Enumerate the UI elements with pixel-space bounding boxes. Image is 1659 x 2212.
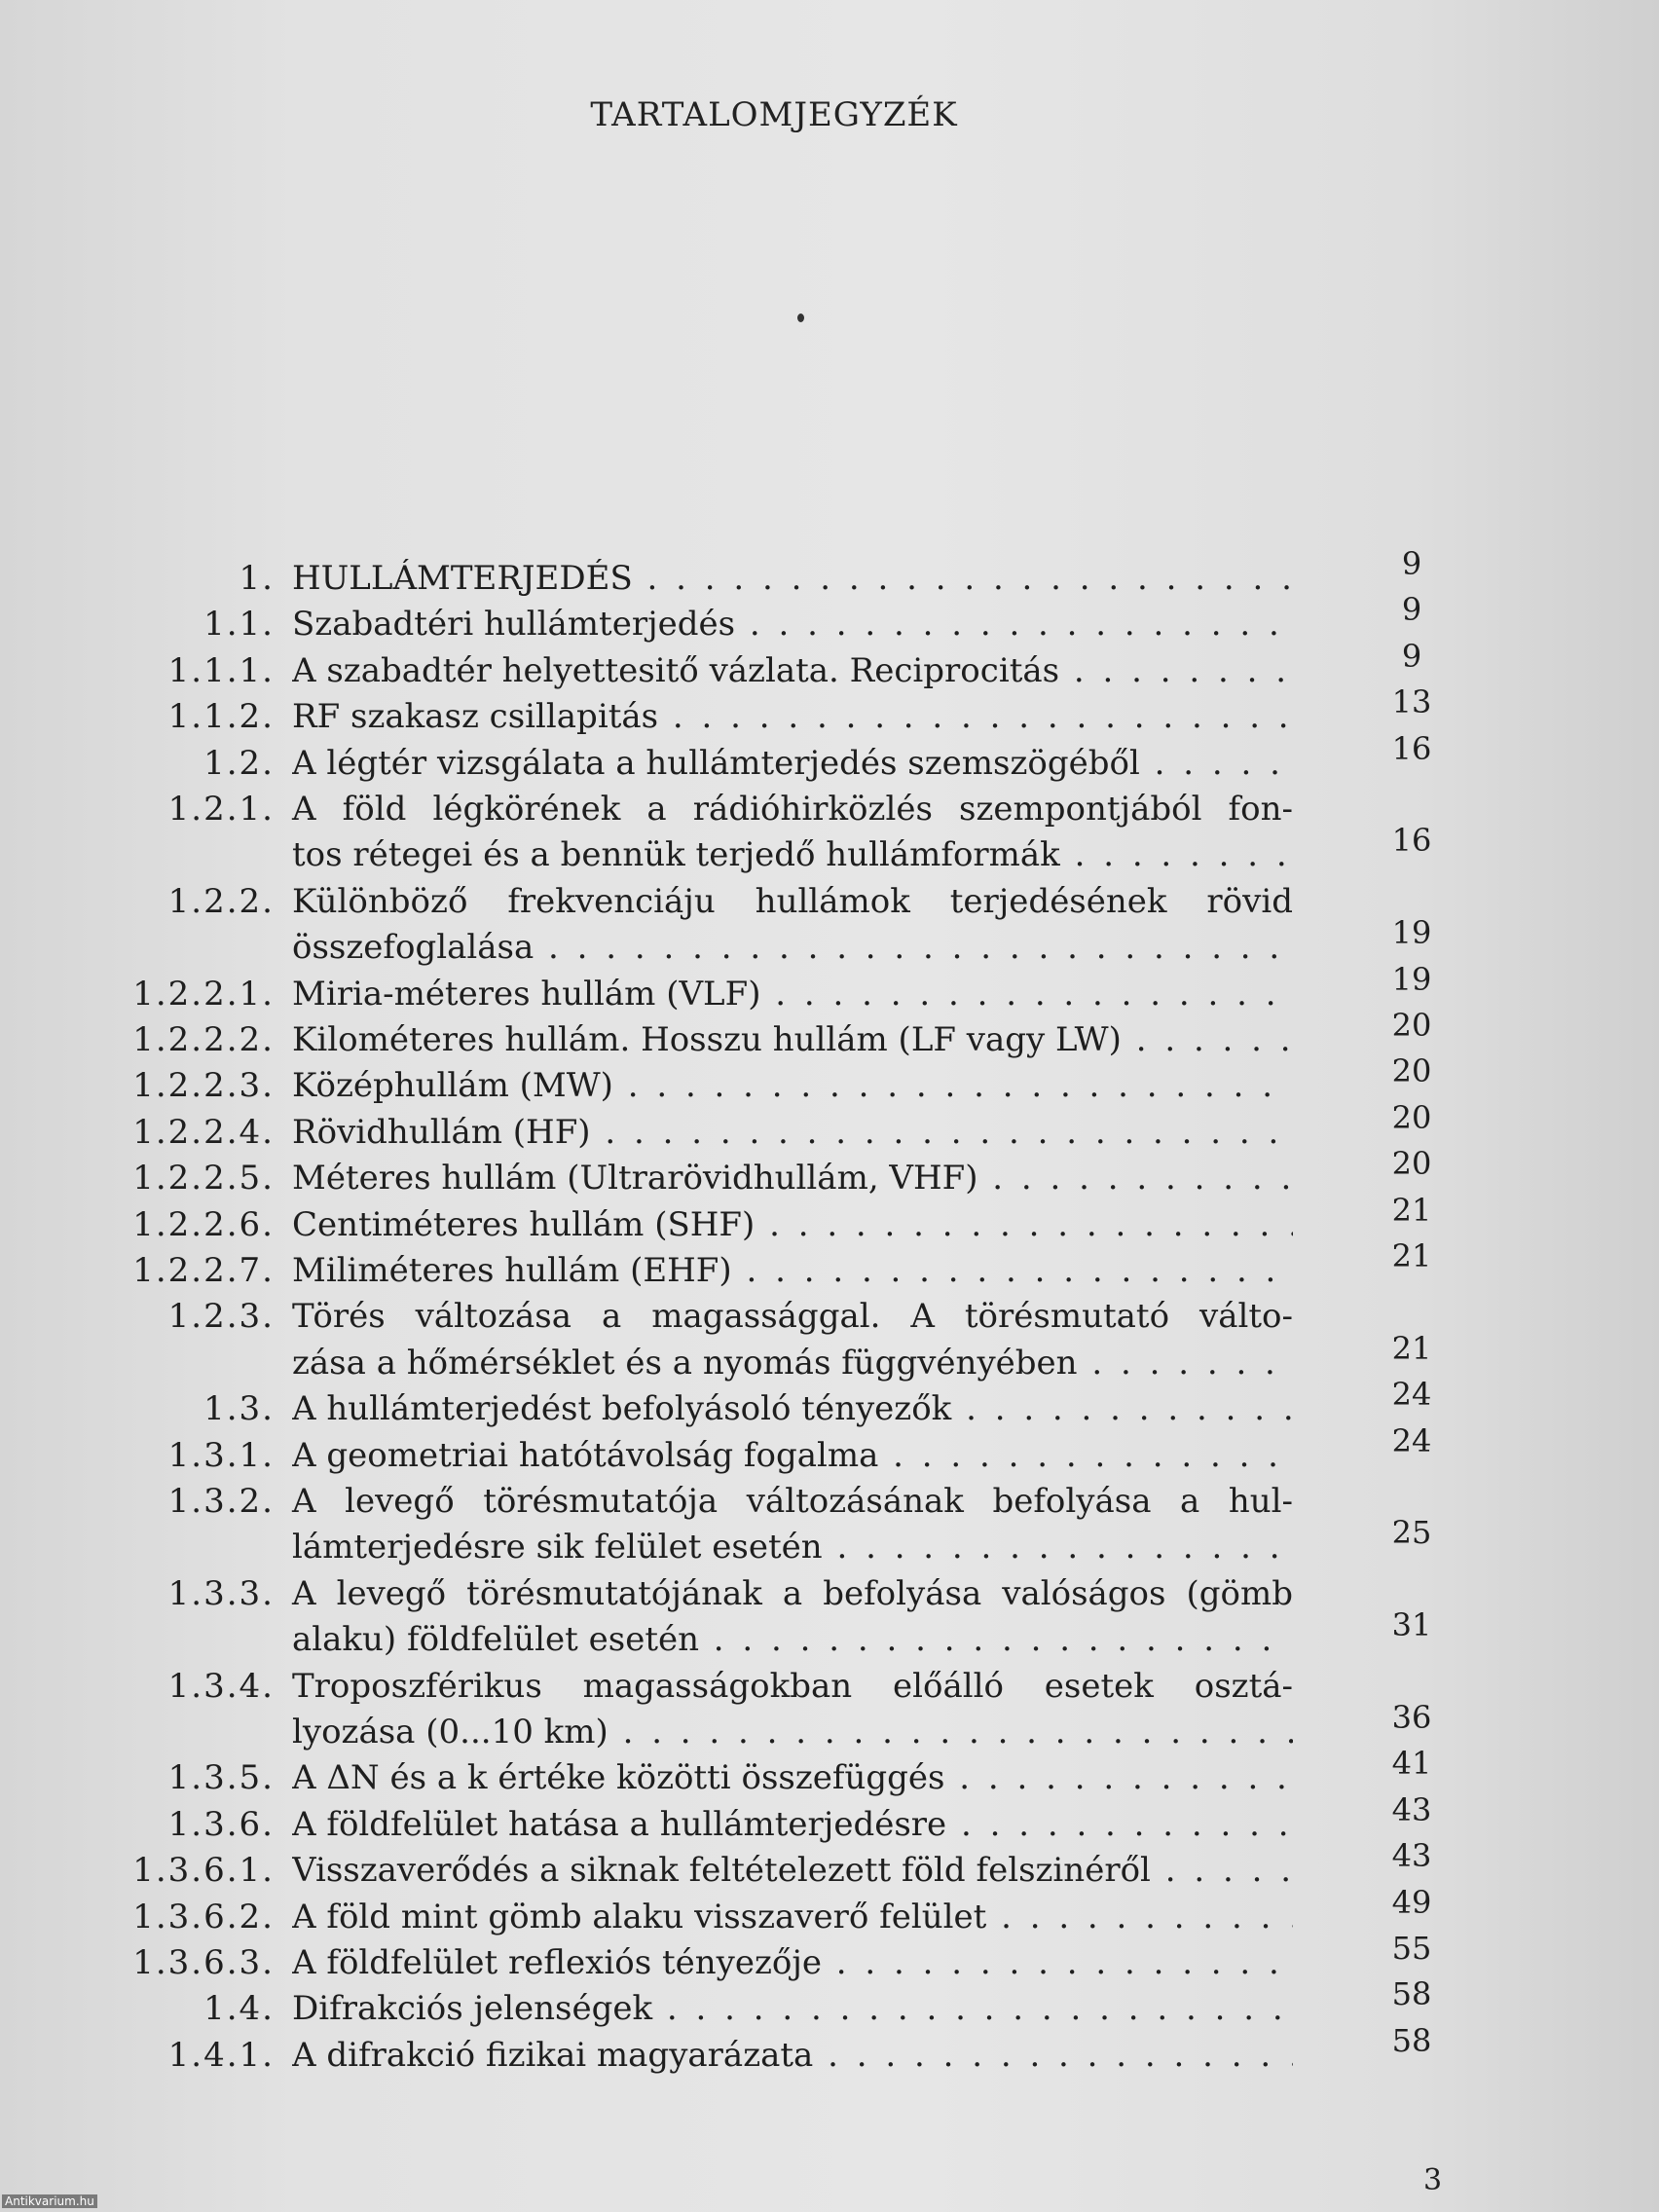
toc-entry-title: Szabadtéri hullámterjedés . . . (292, 605, 1293, 644)
toc-entry-page: 9 (1401, 545, 1422, 582)
toc-entry-title: Törés változása a magassággal. A törésmutató válto- (292, 1297, 1293, 1337)
toc-entry-title: Difrakciós jelenségek . . . (292, 1989, 1293, 2028)
page-number: 3 (1423, 2163, 1443, 2197)
toc-entry-number: 1.1. (203, 605, 275, 645)
toc-entry-number: 1.3.1. (167, 1435, 275, 1475)
toc-line (0, 1606, 1659, 1666)
toc-line (0, 729, 1659, 790)
toc-entry-number: 1.3.6.3. (132, 1943, 275, 1982)
toc-entry-title: A geometriai hatótávolság fogalma . . . (292, 1436, 1293, 1475)
toc-entry-title: Visszaverődés a siknak feltételezett föld felszinéről . . . (292, 1851, 1293, 1890)
toc-entry-page: 20 (1391, 1098, 1432, 1136)
toc-entry-number: 1. (239, 559, 275, 598)
toc-entry-page: 9 (1401, 637, 1422, 675)
toc-entry-number: 1.2.2.4. (132, 1112, 275, 1152)
toc-entry-number: 1.3.2. (167, 1482, 275, 1521)
toc-entry-number: 1.3.6. (167, 1804, 275, 1844)
toc-entry-page: 16 (1391, 822, 1432, 860)
toc-entry-page: 55 (1391, 1930, 1432, 1967)
toc-entry-page: 13 (1391, 683, 1432, 721)
toc-entry-page: 24 (1391, 1421, 1432, 1459)
toc-entry-title: A levegő törésmutatójának a befolyása valóságos (gömb (292, 1573, 1293, 1613)
toc-entry-number: 1.1.2. (167, 697, 275, 737)
toc-entry-number: 1.3.6.2. (132, 1897, 275, 1936)
toc-entry-title: zása a hőmérséklet és a nyomás függvényében . . . (292, 1344, 1293, 1382)
toc-entry-number: 1.3.3. (167, 1573, 275, 1613)
toc-entry-title: A difrakció fizikai magyarázata . . . (292, 2036, 1293, 2075)
toc-entry-page: 49 (1391, 1883, 1432, 1921)
toc-entry-title: A földfelület hatása a hullámterjedésre . . . (292, 1805, 1293, 1844)
toc-entry-page: 25 (1391, 1514, 1432, 1552)
toc-entry-title: Troposzférikus magasságokban előálló esetek osztá- (292, 1666, 1293, 1706)
toc-entry-title: Miria-méteres hullám (VLF) . . . (292, 975, 1293, 1014)
toc-entry-number: 1.4. (203, 1989, 275, 2029)
toc-entry-title: HULLÁMTERJEDÉS . . . (292, 559, 1293, 598)
toc-entry-title: A föld mint gömb alaku visszaverő felület . . . (292, 1898, 1293, 1936)
toc-entry-page: 24 (1391, 1376, 1432, 1414)
toc-entry-page: 31 (1391, 1606, 1432, 1644)
toc-entry-page: 20 (1391, 1007, 1432, 1044)
toc-entry-number: 1.3.5. (167, 1758, 275, 1798)
toc-line (0, 1421, 1659, 1482)
toc-entry-number: 1.2.2.6. (132, 1204, 275, 1244)
toc-entry-page: 16 (1391, 729, 1432, 767)
toc-entry-title: lyozása (0...10 km) . . . (292, 1713, 1293, 1751)
toc-line (0, 1514, 1659, 1573)
watermark-label: Antikvarium.hu (2, 2194, 97, 2208)
toc-entry-number: 1.2. (203, 743, 275, 783)
toc-entry-number: 1.2.2. (167, 881, 275, 921)
toc-entry-page: 19 (1391, 914, 1432, 952)
toc-entry-page: 19 (1391, 960, 1432, 998)
toc-line (0, 2021, 1659, 2082)
toc-entry-number: 1.2.3. (167, 1297, 275, 1337)
toc-entry-title: Miliméteres hullám (EHF) . . . (292, 1251, 1293, 1290)
toc-entry-title: A szabadtér helyettesitő vázlata. Reciprocitás . . . (292, 651, 1293, 690)
toc-entry-number: 1.2.2.5. (132, 1159, 275, 1198)
toc-entry-title: lámterjedésre sik felület esetén . . . (292, 1528, 1293, 1567)
toc-entry-page: 20 (1391, 1052, 1432, 1090)
toc-entry-title: Középhullám (MW) . . . (292, 1066, 1293, 1105)
toc-line (0, 1237, 1659, 1297)
page-title: TARTALOMJEGYZÉK (590, 95, 958, 134)
toc-entry-page: 43 (1391, 1837, 1432, 1875)
toc-entry-page: 58 (1391, 2021, 1432, 2059)
toc-entry-page: 41 (1391, 1745, 1432, 1783)
toc-entry-number: 1.2.2.2. (132, 1020, 275, 1059)
toc-entry-title: Kilométeres hullám. Hosszu hullám (LF vagy LW) . . . (292, 1020, 1293, 1059)
toc-entry-number: 1.4.1. (167, 2035, 275, 2075)
toc-entry-page: 9 (1401, 591, 1422, 629)
toc-entry-page: 43 (1391, 1790, 1432, 1828)
toc-entry-page: 20 (1391, 1145, 1432, 1183)
toc-entry-title: A légtér vizsgálata a hullámterjedés szemszögéből . . . (292, 744, 1293, 783)
toc-entry-page: 21 (1391, 1191, 1432, 1229)
toc-entry-page: 21 (1391, 1329, 1432, 1367)
toc-entry-title: Rövidhullám (HF) . . . (292, 1113, 1293, 1152)
ink-speck (797, 313, 804, 322)
toc-entry-title: A hullámterjedést befolyásoló tényezők . . . (292, 1389, 1293, 1428)
toc-entry-title: összefoglalása . . . (292, 928, 1293, 967)
toc-entry-page: 58 (1391, 1975, 1432, 2013)
toc-entry-page: 36 (1391, 1699, 1432, 1736)
toc-entry-title: A ΔN és a k értéke közötti összefüggés . . . (292, 1758, 1293, 1797)
toc-entry-number: 1.2.2.3. (132, 1066, 275, 1106)
toc-entry-title: Méteres hullám (Ultrarövidhullám, VHF) . . . (292, 1159, 1293, 1198)
toc-entry-title: RF szakasz csillapitás . . . (292, 697, 1293, 736)
toc-entry-number: 1.3.4. (167, 1666, 275, 1706)
toc-entry-title: Centiméteres hullám (SHF) . . . (292, 1205, 1293, 1244)
toc-line (0, 822, 1659, 881)
toc-entry-page: 21 (1391, 1237, 1432, 1274)
toc-entry-title: A levegő törésmutatója változásának befolyása a hul- (292, 1482, 1293, 1521)
toc-entry-title: A földfelület reflexiós tényezője . . . (292, 1943, 1293, 1982)
toc-entry-number: 1.2.2.1. (132, 974, 275, 1014)
toc-entry-title: alaku) földfelület esetén . . . (292, 1620, 1293, 1659)
toc-entry-number: 1.3.6.1. (132, 1851, 275, 1891)
toc-entry-title: Különböző frekvenciáju hullámok terjedésének rövid (292, 881, 1293, 921)
toc-entry-title: tos rétegei és a bennük terjedő hullámformák . . . (292, 835, 1293, 874)
toc-entry-number: 1.3. (203, 1389, 275, 1429)
toc-entry-number: 1.2.1. (167, 790, 275, 829)
toc-entry-number: 1.1.1. (167, 650, 275, 690)
toc-entry-title: A föld légkörének a rádióhirközlés szempontjából fon- (292, 790, 1293, 829)
toc-entry-number: 1.2.2.7. (132, 1251, 275, 1290)
